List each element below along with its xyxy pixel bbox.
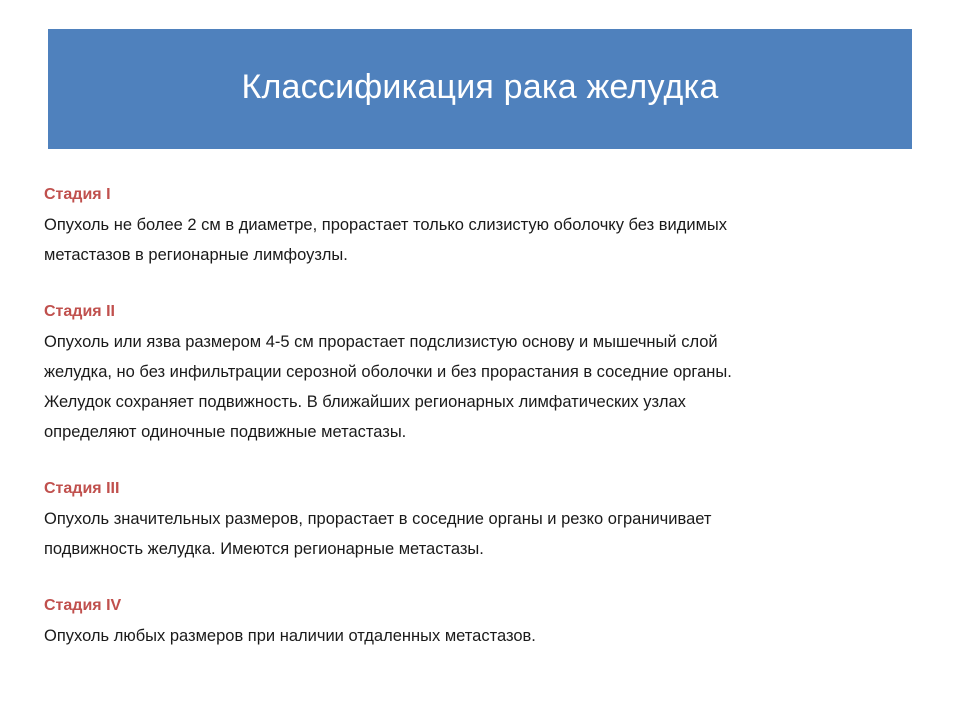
- stage-3-heading: Стадия III: [44, 480, 120, 497]
- stage-1-line: Опухоль не более 2 см в диаметре, прорастает только слизистую оболочку без видимых: [44, 216, 728, 234]
- slide-title: Классификация рака желудка: [241, 67, 719, 106]
- stage-3-line: подвижность желудка. Имеются регионарные метастазы.: [44, 540, 484, 558]
- stage-4-heading: Стадия IV: [44, 597, 122, 614]
- stage-3-description: [44, 504, 904, 564]
- stage-2-line: Желудок сохраняет подвижность. В ближайших регионарных лимфатических узлах: [44, 393, 686, 411]
- stage-1-heading: Стадия I: [44, 186, 111, 203]
- stage-2-line: Опухоль или язва размером 4-5 см прорастает подслизистую основу и мышечный слой: [44, 333, 718, 351]
- stage-2-heading: Стадия II: [44, 303, 115, 320]
- stage-3-line: Опухоль значительных размеров, прорастает в соседние органы и резко ограничивает: [44, 510, 712, 528]
- stage-4-description: [44, 621, 904, 651]
- stage-2-description: [44, 327, 904, 447]
- stage-1-section: [44, 180, 904, 270]
- slide-content: [44, 180, 904, 651]
- stage-1-line: метастазов в регионарные лимфоузлы.: [44, 246, 348, 264]
- stage-4-line: Опухоль любых размеров при наличии отдаленных метастазов.: [44, 627, 536, 645]
- stage-2-line: желудка, но без инфильтрации серозной оболочки и без прорастания в соседние органы.: [44, 363, 732, 381]
- stage-2-line: определяют одиночные подвижные метастазы.: [44, 423, 407, 441]
- stage-1-description: [44, 210, 904, 270]
- stage-2-section: [44, 297, 904, 447]
- stage-4-section: [44, 591, 904, 651]
- title-banner: [48, 29, 912, 149]
- stage-3-section: [44, 474, 904, 564]
